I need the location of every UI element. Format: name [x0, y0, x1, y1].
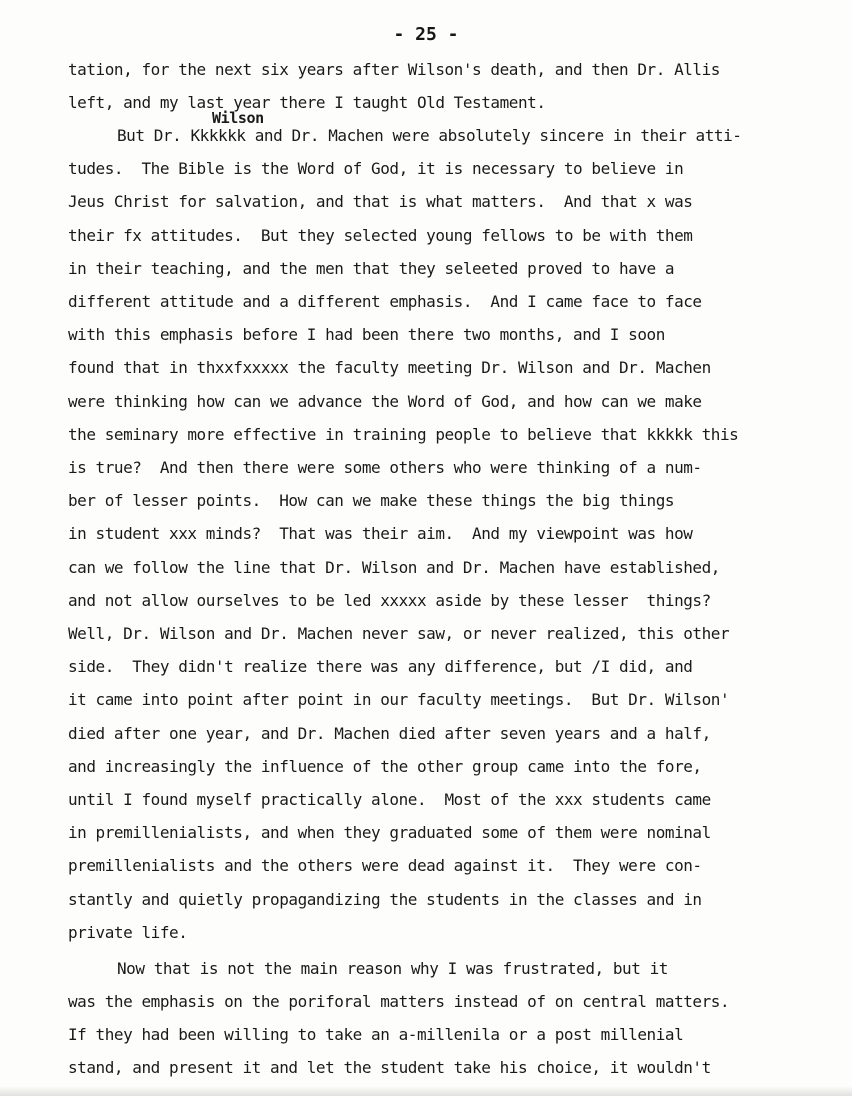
text-line: the seminary more effective in training people to believe that kkkkk this [68, 425, 739, 444]
text-line: tudes. The Bible is the Word of God, it is necessary to believe in [68, 159, 684, 178]
text-line: in student xxx minds? That was their aim. And my viewpoint was how [68, 524, 693, 543]
text-line: and not allow ourselves to be led xxxxx aside by these lesser things? [68, 591, 711, 610]
text-line: in their teaching, and the men that they seleeted proved to have a [68, 259, 675, 278]
text-line: private life. [68, 923, 188, 942]
text-line: stand, and present it and let the student take his choice, it wouldn't [68, 1058, 711, 1077]
text-line: it came into point after point in our faculty meetings. But Dr. Wilson' [68, 690, 730, 709]
text-line: was the emphasis on the poriforal matters instead of on central matters. [68, 992, 730, 1011]
text-line: with this emphasis before I had been there two months, and I soon [68, 325, 665, 344]
text-line: were thinking how can we advance the Word of God, and how can we make [68, 392, 702, 411]
text-line: ber of lesser points. How can we make these things the big things [68, 491, 675, 510]
text-line: If they had been willing to take an a-millenila or a post millenial [68, 1025, 684, 1044]
scan-edge-shadow [0, 1086, 852, 1096]
text-line: side. They didn't realize there was any difference, but /I did, and [68, 657, 693, 676]
text-line: died after one year, and Dr. Machen died after seven years and a half, [68, 724, 711, 743]
text-line: But Dr. Kkkkkk and Dr. Machen were absolutely sincere in their atti- [117, 126, 742, 145]
handwritten-insertion: Wilson [212, 109, 264, 127]
text-line: can we follow the line that Dr. Wilson and Dr. Machen have established, [68, 558, 720, 577]
text-line: found that in thxxfxxxxx the faculty meeting Dr. Wilson and Dr. Machen [68, 358, 711, 377]
page-number: - 25 - [393, 24, 459, 45]
text-line: in premillenialists, and when they graduated some of them were nominal [68, 823, 711, 842]
text-line: and increasingly the influence of the other group came into the fore, [68, 757, 702, 776]
text-line: their fx attitudes. But they selected young fellows to be with them [68, 226, 693, 245]
text-line: premillenialists and the others were dead against it. They were con- [68, 856, 702, 875]
text-line: Well, Dr. Wilson and Dr. Machen never saw, or never realized, this other [68, 624, 730, 643]
text-line: tation, for the next six years after Wilson's death, and then Dr. Allis [68, 60, 720, 79]
text-line: left, and my last year there I taught Old Testament. [68, 93, 546, 112]
text-line: Jeus Christ for salvation, and that is what matters. And that x was [68, 192, 693, 211]
text-line: until I found myself practically alone. Most of the xxx students came [68, 790, 711, 809]
text-line: stantly and quietly propagandizing the students in the classes and in [68, 890, 702, 909]
text-line: Now that is not the main reason why I was frustrated, but it [117, 959, 668, 978]
text-line: different attitude and a different emphasis. And I came face to face [68, 292, 702, 311]
text-line: is true? And then there were some others who were thinking of a num- [68, 458, 702, 477]
